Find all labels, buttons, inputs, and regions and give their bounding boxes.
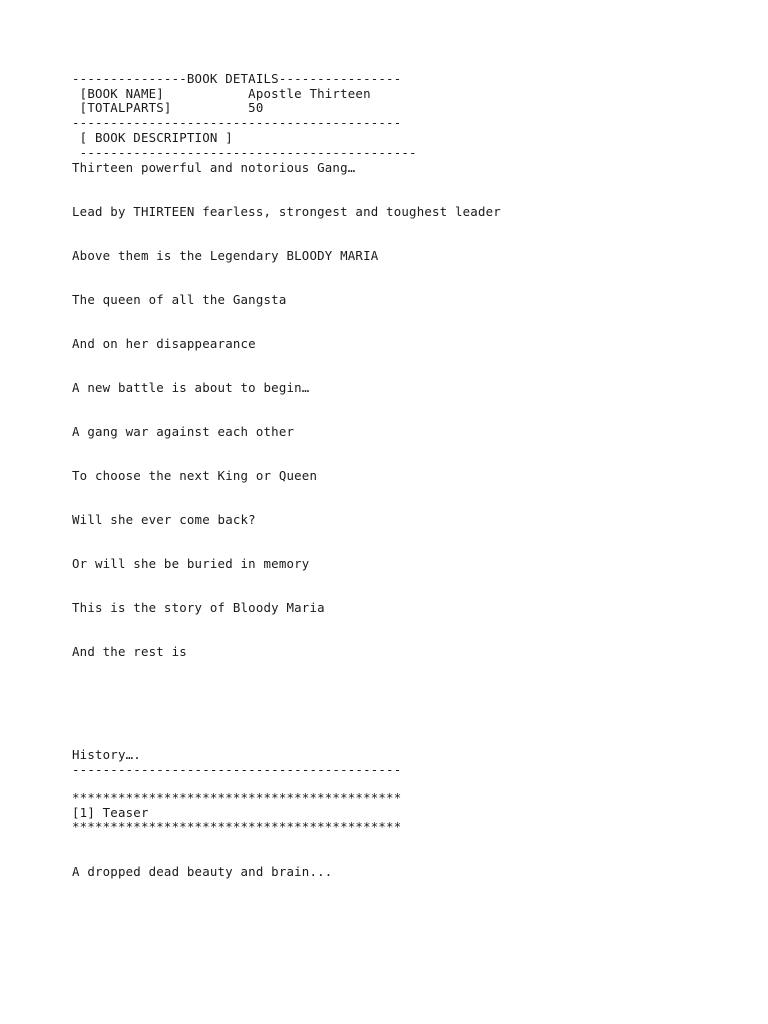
description-line: This is the story of Bloody Maria <box>72 600 325 615</box>
history-rule: ------------------------------------------- <box>72 762 402 777</box>
chapter-stars-bottom: ******************************************* <box>72 819 402 834</box>
description-line: To choose the next King or Queen <box>72 468 318 483</box>
book-name-row: [BOOK NAME] Apostle Thirteen <box>72 86 371 101</box>
book-description-rule: -------------------------------------------- <box>72 145 417 160</box>
book-description-header: [ BOOK DESCRIPTION ] <box>72 130 233 145</box>
book-details-header-rule: ---------------BOOK DETAILS---------------- <box>72 71 402 86</box>
description-line: The queen of all the Gangsta <box>72 292 287 307</box>
chapter-stars-top: ******************************************* <box>72 790 402 805</box>
description-line: Above them is the Legendary BLOODY MARIA <box>72 248 379 263</box>
description-line: And on her disappearance <box>72 336 256 351</box>
description-line: Thirteen powerful and notorious Gang… <box>72 160 356 175</box>
total-parts-row: [TOTALPARTS] 50 <box>72 100 264 115</box>
chapter-first-line: A dropped dead beauty and brain... <box>72 864 333 879</box>
book-details-footer-rule: ------------------------------------------- <box>72 115 402 130</box>
description-line: A gang war against each other <box>72 424 295 439</box>
chapter-title: [1] Teaser <box>72 805 149 820</box>
history-label: History…. <box>72 747 141 762</box>
description-line: Or will she be buried in memory <box>72 556 310 571</box>
description-line: A new battle is about to begin… <box>72 380 310 395</box>
description-line: Will she ever come back? <box>72 512 256 527</box>
description-line: And the rest is <box>72 644 187 659</box>
description-line: Lead by THIRTEEN fearless, strongest and toughest leader <box>72 204 501 219</box>
